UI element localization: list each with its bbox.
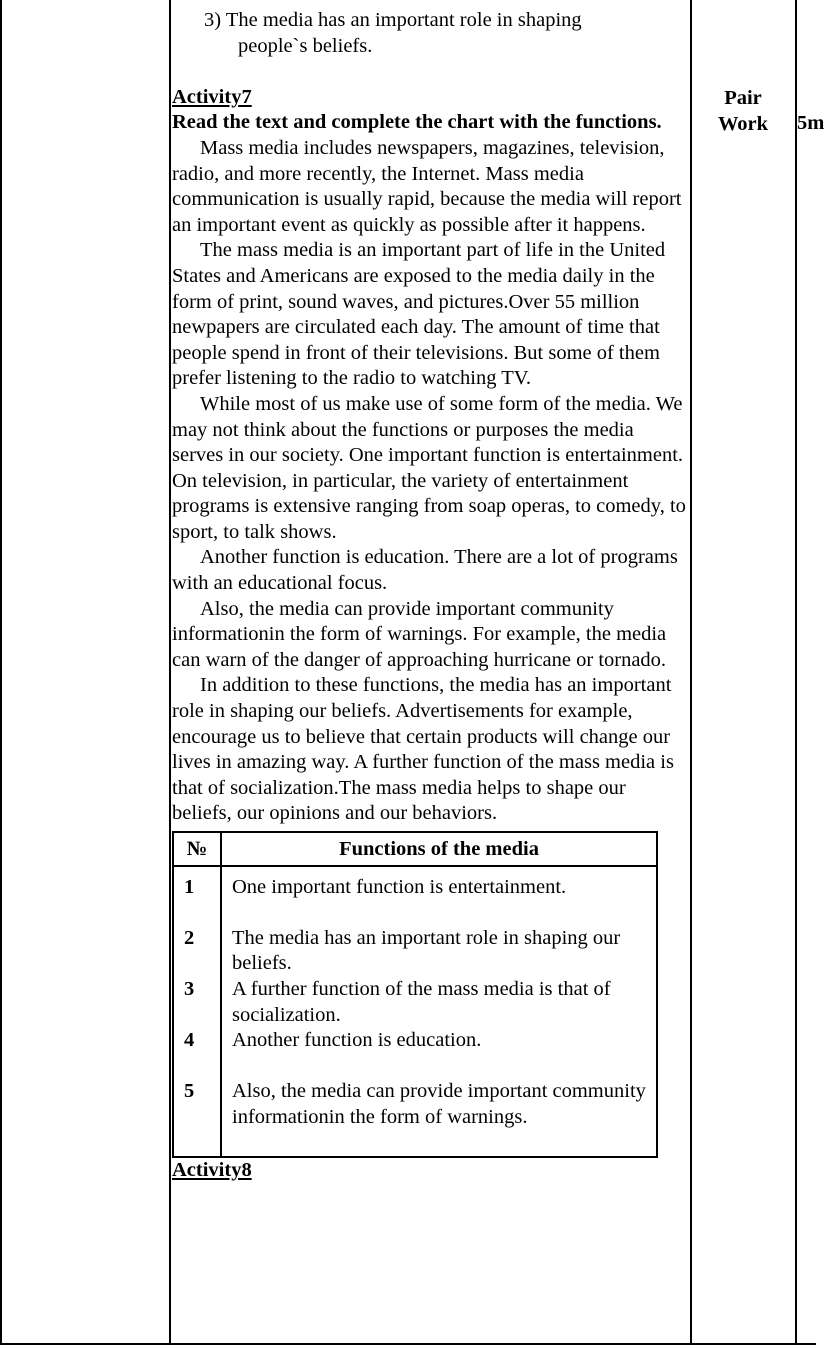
role-line-2: Work	[717, 112, 769, 135]
functions-table-header	[173, 832, 657, 866]
activity8-heading: Activity8	[172, 1159, 252, 1182]
row-text-3: A further function of the mass media is that of socialization.	[232, 977, 611, 1026]
functions-column	[221, 866, 657, 1158]
main-content-cell	[172, 8, 688, 1184]
functions-table	[172, 831, 658, 1158]
col-functions-header: Functions of the media	[221, 832, 657, 866]
row-text-4: Another function is education.	[232, 1029, 482, 1052]
functions-table-body	[173, 866, 657, 1158]
activity7-instruction: Read the text and complete the chart with the functions.	[172, 111, 662, 134]
time-cell: 5m	[797, 112, 824, 134]
paragraph-1: Mass media includes newspapers, magazines, television, radio, and more recently, the Internet. Mass media communication is usually rapid, because the media will report an important event as quickly as possible after it happens.	[172, 136, 682, 236]
row-num-3: 3	[184, 977, 195, 1000]
paragraph-2: The mass media is an important part of life in the United States and Americans are exposed to the media daily in the form of print, sound waves, and pictures.Over 55 million newpapers are circulated each day. The amount of time that people spend in front of their televisions. But some of them prefer listening to the radio to watching TV.	[172, 239, 666, 390]
table-border-col3	[795, 0, 797, 1345]
paragraph-3: While most of us make use of some form of the media. We may not think about the functions or purposes the media serves in our society. One important function is entertainment. On television, in particular, the variety of entertainment programs is extensive ranging from soap operas, to comedy, to sport, to talk shows.	[172, 392, 686, 543]
activity7-heading: Activity7	[172, 85, 252, 108]
row-num-5: 5	[184, 1080, 195, 1103]
table-border-left	[0, 0, 2, 1345]
intro-line-2: people`s beliefs.	[238, 34, 373, 57]
intro-line-1: 3) The media has an important role in shaping	[204, 9, 582, 31]
table-border-col2	[690, 0, 692, 1345]
paragraph-5: Also, the media can provide important community informationin the form of warnings. For example, the media can warn of the danger of approaching hurricane or tornado.	[172, 597, 667, 671]
paragraph-4: Another function is education. There are a lot of programs with an educational focus.	[172, 546, 678, 595]
intro-list-item	[172, 8, 688, 59]
num-column	[173, 866, 221, 1158]
interaction-mode-cell	[692, 86, 794, 137]
role-line-1: Pair	[724, 87, 762, 109]
row-num-1: 1	[184, 875, 195, 898]
row-num-2: 2	[184, 926, 195, 949]
paragraph-6: In addition to these functions, the media has an important role in shaping our beliefs. Advertisements for example, encourage us to believe that certain products will change our lives in amazing way. A further function of the mass media is that of socialization.The mass media helps to shape our beliefs, our opinions and our behaviors.	[172, 674, 674, 825]
table-border-bottom	[0, 1343, 816, 1345]
col-num-header: №	[173, 832, 221, 866]
row-text-5: Also, the media can provide important community informationin the form of warnings.	[232, 1080, 646, 1128]
spacer	[172, 59, 688, 85]
row-text-1: One important function is entertainment.	[232, 875, 567, 898]
row-num-4: 4	[184, 1029, 195, 1052]
row-text-2: The media has an important role in shaping our beliefs.	[232, 926, 621, 975]
table-border-col1	[169, 0, 171, 1345]
